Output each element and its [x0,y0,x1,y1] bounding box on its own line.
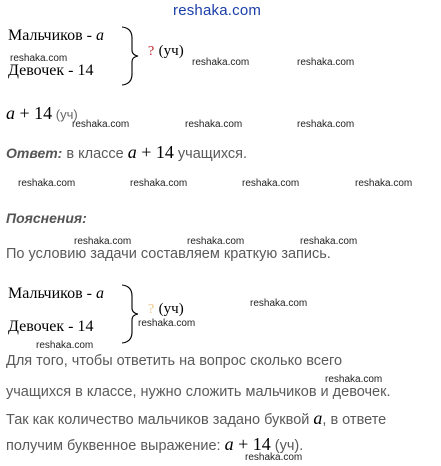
watermark: reshaka.com [355,178,413,189]
scheme2-boys-label: Мальчиков - [8,285,96,302]
p2-unit: (уч). [270,438,304,454]
watermark: reshaka.com [74,236,132,247]
watermark: reshaka.com [138,318,196,329]
answer-text-before: в классе [62,146,128,162]
scheme1-brace [118,24,144,88]
watermark: reshaka.com [18,178,76,189]
explanation-p1-line2: учащихся в классе, нужно сложить мальчиков и девочек. [6,384,391,400]
question-unit: (уч) [158,43,184,59]
site-watermark[interactable]: reshaka.com [173,2,262,19]
watermark: reshaka.com [192,57,250,68]
explanation-label: Пояснения: [6,210,87,226]
expression-var: a [6,103,15,123]
answer-label: Ответ: [6,145,63,161]
watermark: reshaka.com [245,452,303,463]
watermark: reshaka.com [72,119,130,130]
answer-line [6,142,247,163]
scheme2-boys-var: a [95,285,104,302]
scheme2-question [148,300,184,318]
explanation-intro: По условию задачи составляем краткую запись. [6,246,331,262]
answer-text-after: учащихся. [173,146,248,162]
explanation-p1-line1: Для того, чтобы ответить на вопрос сколько всего [6,353,343,369]
scheme2-brace [118,282,144,346]
watermark: reshaka.com [185,119,243,130]
watermark: reshaka.com [10,53,68,64]
scheme1-girls: Девочек - 14 [8,62,94,79]
scheme2-girls: Девочек - 14 [8,318,94,335]
watermark: reshaka.com [297,119,355,130]
question-mark: ? [148,302,155,317]
scheme2-boys [8,285,104,303]
scheme1-boys-var: a [95,27,104,44]
question-mark: ? [148,44,155,59]
expression-rest: + 14 [15,103,53,123]
watermark: reshaka.com [36,340,94,351]
p2-var: a [313,408,323,428]
watermark: reshaka.com [187,236,245,247]
expression-unit: (уч) [52,107,78,122]
p2-expr-rest: + 14 [233,434,271,454]
watermark: reshaka.com [250,298,308,309]
watermark: reshaka.com [297,57,355,68]
p2-text-before: Так как количество мальчиков задано буквой [6,412,314,428]
explanation-p2-line1 [6,408,386,429]
p2-expr-var: a [224,434,234,454]
answer-var: a [127,142,137,162]
watermark: reshaka.com [130,178,188,189]
question-unit: (уч) [158,301,184,317]
watermark: reshaka.com [325,374,383,385]
watermark: reshaka.com [300,236,358,247]
scheme1-question [148,42,184,60]
answer-rest: + 14 [136,142,174,162]
scheme1-boys-label: Мальчиков - [8,27,96,44]
p2-text-after: , в ответе [322,412,387,428]
p2-line2-before: получим буквенное выражение: [6,438,225,454]
expression [6,103,78,124]
watermark: reshaka.com [242,178,300,189]
scheme1-boys [8,27,104,45]
